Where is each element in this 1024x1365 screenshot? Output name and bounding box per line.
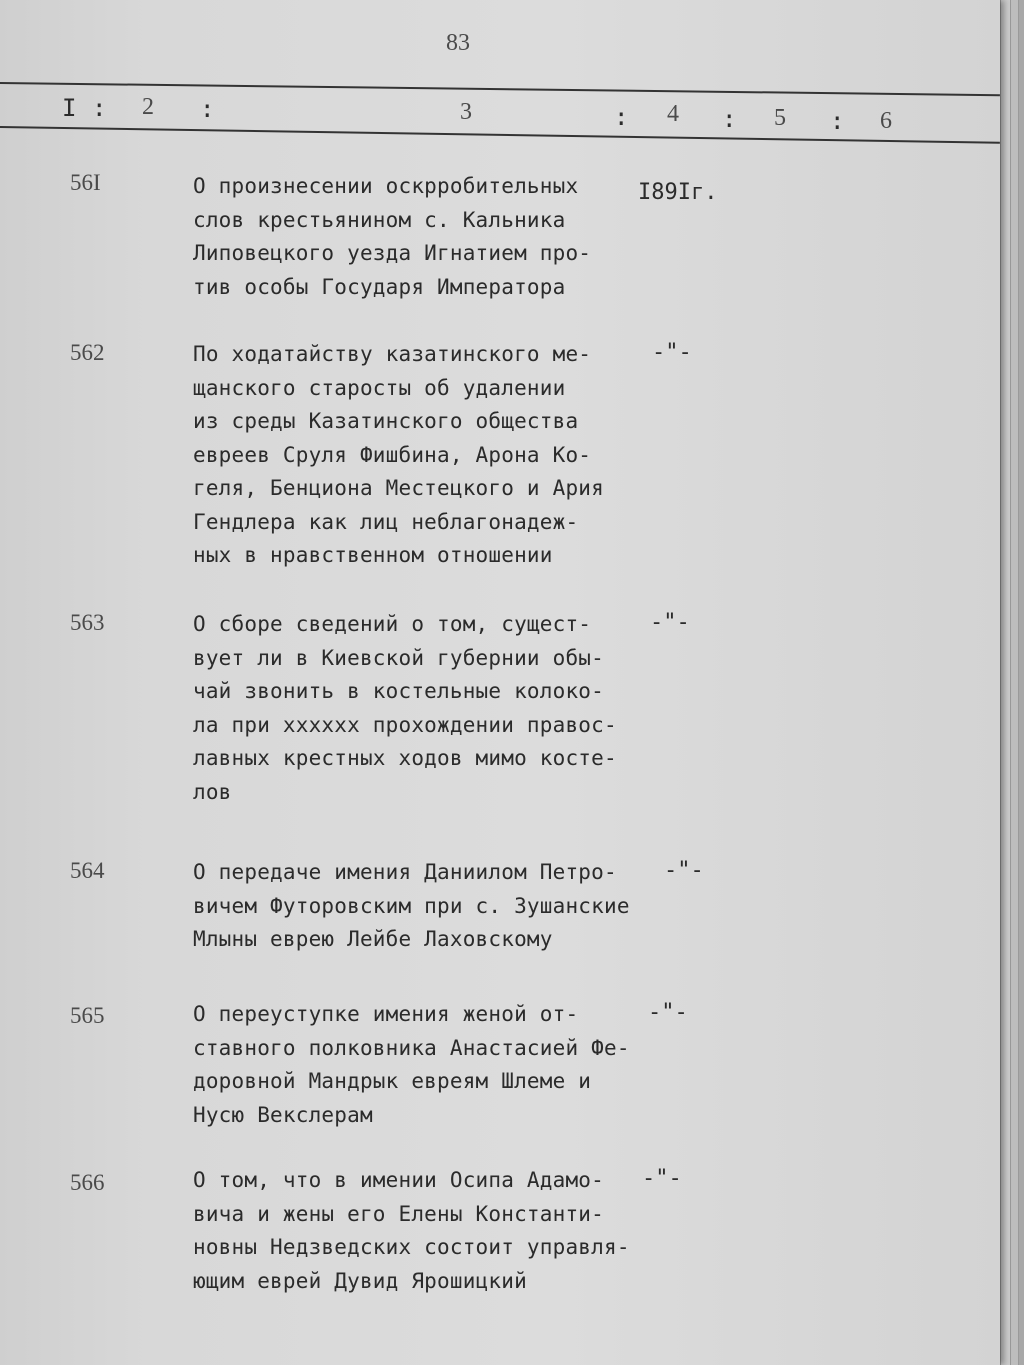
- entry-line: доровной Мандрык евреям Шлеме и: [193, 1069, 592, 1093]
- entry-year: -"-: [648, 1000, 688, 1025]
- entry-line: ных в нравственном отношении: [193, 543, 553, 567]
- entry-line: новны Недзведских состоит управля-: [193, 1235, 630, 1259]
- entry-description: [193, 1164, 630, 1298]
- entry-year: I89Iг.: [638, 180, 718, 205]
- entry-line: О переуступке имения женой от-: [193, 1002, 579, 1026]
- entry-line: О том, что в имении Осипа Адамо-: [193, 1168, 604, 1192]
- entry-year: -"-: [642, 1166, 682, 1191]
- entry-line: лавных крестных ходов мимо костe-: [193, 746, 617, 770]
- entry-year: -"-: [650, 610, 690, 635]
- entry-line: геля, Бенциона Местецкого и Ария: [193, 476, 604, 500]
- entry-line: Липовецкого уезда Игнатием про-: [193, 241, 592, 265]
- header-rule-bottom: [0, 126, 1000, 144]
- column-separator: :: [830, 107, 845, 135]
- column-header-3: 3: [460, 99, 472, 125]
- column-header-4: 4: [667, 101, 679, 127]
- column-header-1: I: [62, 94, 77, 122]
- entry-number: 562: [70, 340, 105, 365]
- column-separator: :: [614, 103, 629, 131]
- entry-line: евреев Сруля Фишбина, Арона Ко-: [193, 442, 592, 467]
- entry-line: лов: [193, 779, 232, 804]
- page-number: 83: [446, 30, 470, 56]
- entry-line: ющим еврей Дувид Ярошицкий: [193, 1268, 527, 1293]
- entry-line: Гендлера как лиц неблагонадеж-: [193, 509, 579, 534]
- entry-description: [193, 998, 630, 1132]
- entry-year: -"-: [652, 340, 692, 365]
- entry-line: щанского старосты об удалении: [193, 375, 566, 400]
- entry-line: вичем Футоровским при с. Зушанские: [193, 893, 630, 918]
- column-separator: :: [92, 94, 107, 122]
- entry-line: ставного полковника Анастасией Фе-: [193, 1035, 630, 1060]
- entry-number: 56I: [70, 170, 101, 195]
- entry-line: О передаче имения Даниилом Петро-: [193, 860, 617, 884]
- entry-line: По ходатайству казатинского ме-: [193, 342, 592, 366]
- entry-number: 564: [70, 858, 105, 883]
- column-separator: :: [200, 95, 215, 123]
- entry-description: [193, 856, 630, 957]
- entry-year: -"-: [664, 858, 704, 883]
- entry-line: О сборе сведений о том, сущест-: [193, 612, 592, 636]
- entry-description: [193, 338, 604, 573]
- entry-line: вича и жены его Елены Константи-: [193, 1201, 604, 1226]
- entry-line: Нусю Векслерам: [193, 1102, 373, 1127]
- entry-description: [193, 170, 591, 304]
- entry-line: вует ли в Киевской губернии обы-: [193, 645, 604, 670]
- entry-number: 563: [70, 610, 105, 635]
- entry-number: 566: [70, 1170, 105, 1195]
- entry-line: чай звонить в костельные колоко-: [193, 679, 604, 703]
- entry-line: тив особы Государя Императора: [193, 274, 566, 299]
- entry-description: [193, 608, 617, 809]
- column-header-6: 6: [880, 108, 892, 134]
- entry-line: из среды Казатинского общества: [193, 409, 579, 433]
- entry-line: ла при хххххх прохождении правос-: [193, 712, 617, 737]
- column-separator: :: [722, 105, 737, 133]
- entry-line: Млыны еврею Лейбе Лаховскому: [193, 927, 553, 951]
- column-header-2: 2: [142, 94, 154, 120]
- entry-line: слов крестьянином с. Кальника: [193, 207, 566, 232]
- entry-number: 565: [70, 1003, 105, 1028]
- entry-line: О произнесении оскрробительных: [193, 174, 579, 198]
- page-edge-sheet: [1018, 0, 1024, 1365]
- column-header-5: 5: [774, 105, 786, 131]
